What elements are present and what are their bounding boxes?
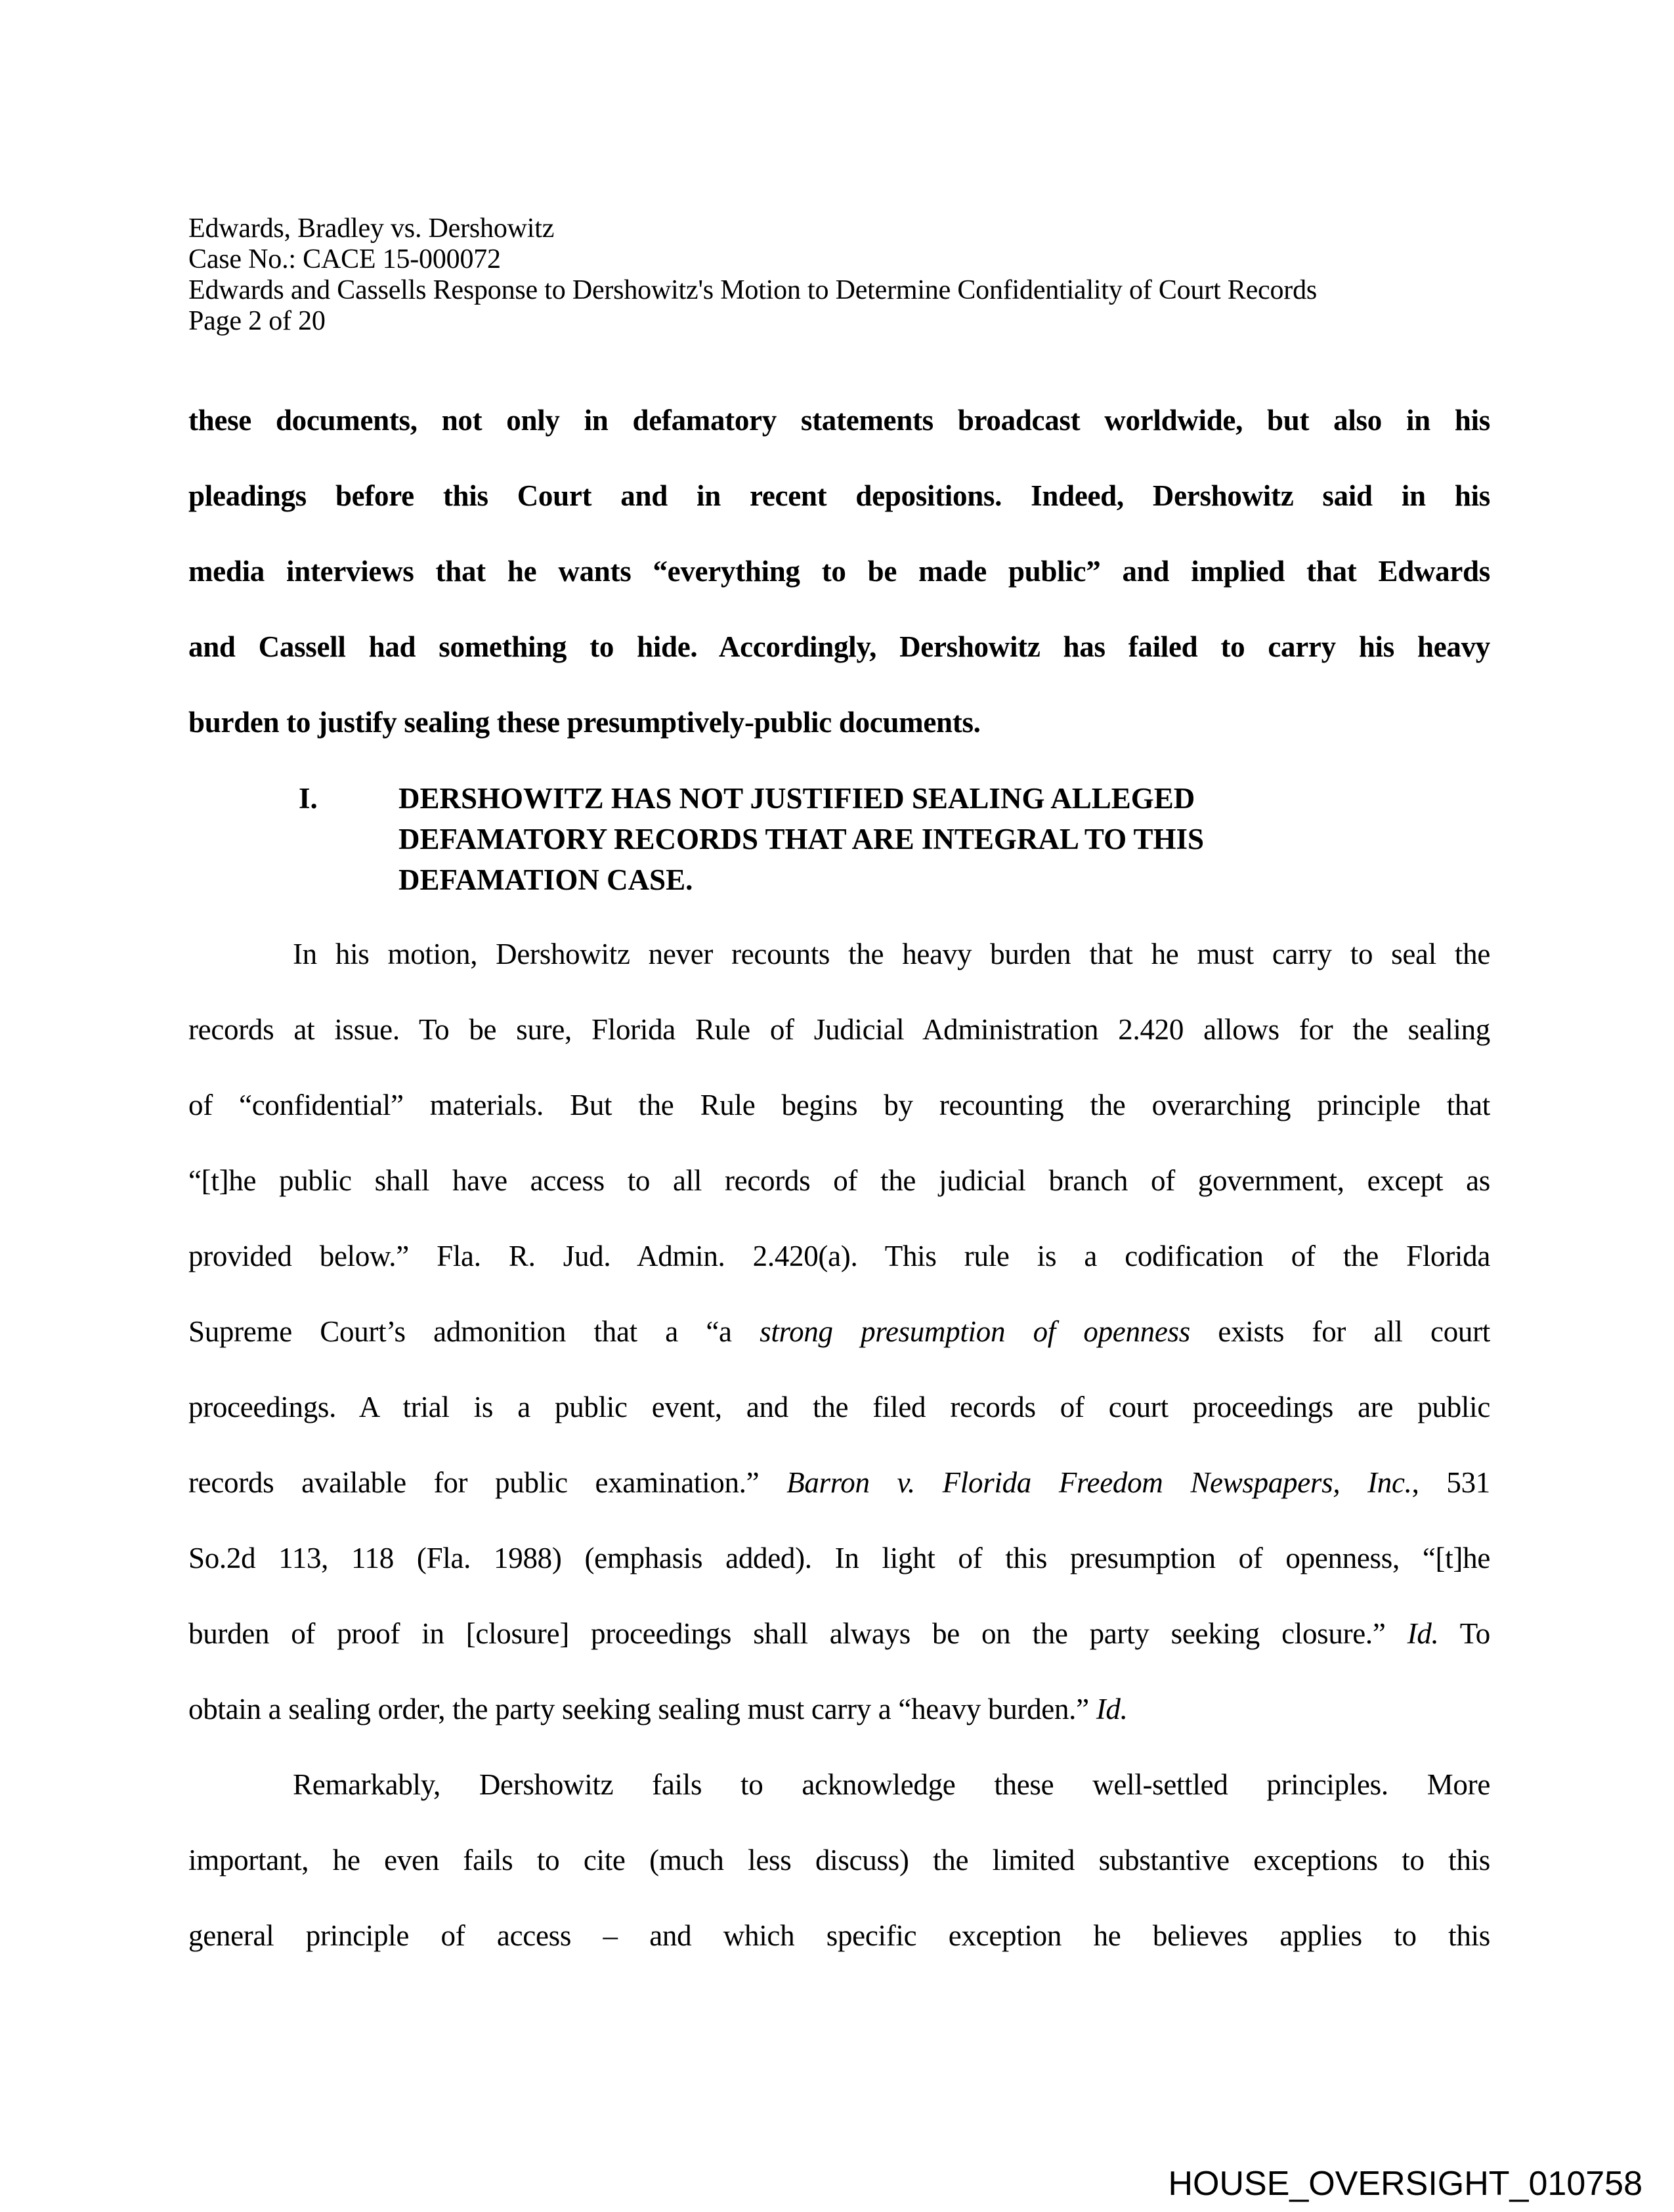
paragraph-line: obtain a sealing order, the party seeking sealing must carry a “heavy burden.” Id. (188, 1693, 1128, 1725)
body-paragraph (188, 1747, 1490, 1974)
paragraph-line: Supreme Court’s admonition that a “a strong presumption of openness exists for all court (188, 1315, 1490, 1348)
italic-citation: strong presumption of openness (760, 1315, 1190, 1348)
paragraph-line: proceedings. A trial is a public event, and the filed records of court proceedings are public (188, 1391, 1490, 1423)
bates-stamp: HOUSE_OVERSIGHT_010758 (1168, 2165, 1642, 2203)
italic-citation: Id. (1096, 1693, 1128, 1725)
italic-citation: Id. (1407, 1617, 1439, 1650)
paragraph-line: So.2d 113, 118 (Fla. 1988) (emphasis added). In light of this presumption of openness, “[t]he (188, 1542, 1490, 1574)
header-case-number: Case No.: CACE 15-000072 (188, 244, 501, 274)
paragraph-line: records available for public examination.” Barron v. Florida Freedom Newspapers, Inc., 531 (188, 1466, 1490, 1499)
paragraph-line: burden of proof in [closure] proceedings shall always be on the party seeking closure.” Id. To (188, 1617, 1490, 1650)
header-document-title: Edwards and Cassells Response to Dershowitz's Motion to Determine Confidentiality of Court Records (188, 275, 1318, 305)
paragraph-line: of “confidential” materials. But the Rule begins by recounting the overarching principle that (188, 1089, 1490, 1121)
paragraph-line: provided below.” Fla. R. Jud. Admin. 2.420(a). This rule is a codification of the Florida (188, 1240, 1490, 1272)
paragraph-line: important, he even fails to cite (much less discuss) the limited substantive exceptions to this (188, 1844, 1490, 1876)
document-header (188, 213, 1600, 337)
paragraph-line: these documents, not only in defamatory statements broadcast worldwide, but also in his (188, 404, 1490, 437)
paragraph-line: “[t]he public shall have access to all records of the judicial branch of government, except as (188, 1164, 1490, 1197)
italic-citation: Barron v. Florida Freedom Newspapers, Inc. (786, 1466, 1412, 1499)
paragraph-line: media interviews that he wants “everything to be made public” and implied that Edwards (188, 555, 1490, 588)
heading-line: DERSHOWITZ HAS NOT JUSTIFIED SEALING ALLEGED (398, 782, 1195, 815)
heading-line: DEFAMATION CASE. (398, 863, 693, 896)
paragraph-line: Remarkably, Dershowitz fails to acknowledge these well-settled principles. More (293, 1768, 1490, 1801)
paragraph-line: and Cassell had something to hide. Accordingly, Dershowitz has failed to carry his heavy (188, 630, 1490, 663)
heading-line: DEFAMATORY RECORDS THAT ARE INTEGRAL TO THIS (398, 823, 1205, 856)
paragraph-line: pleadings before this Court and in recent depositions. Indeed, Dershowitz said in his (188, 479, 1490, 512)
section-heading (299, 778, 1204, 900)
body-paragraph (188, 917, 1490, 1747)
header-case-title: Edwards, Bradley vs. Dershowitz (188, 213, 555, 244)
section-title (398, 778, 1204, 900)
header-page-number: Page 2 of 20 (188, 306, 326, 336)
paragraph-line: records at issue. To be sure, Florida Rule of Judicial Administration 2.420 allows for the sealing (188, 1013, 1490, 1046)
section-number: I. (299, 782, 318, 815)
paragraph-line: general principle of access – and which specific exception he believes applies to this (188, 1919, 1490, 1952)
paragraph-line: burden to justify sealing these presumptively-public documents. (188, 706, 981, 739)
intro-paragraph (188, 383, 1490, 760)
paragraph-line: In his motion, Dershowitz never recounts the heavy burden that he must carry to seal the (293, 938, 1490, 970)
